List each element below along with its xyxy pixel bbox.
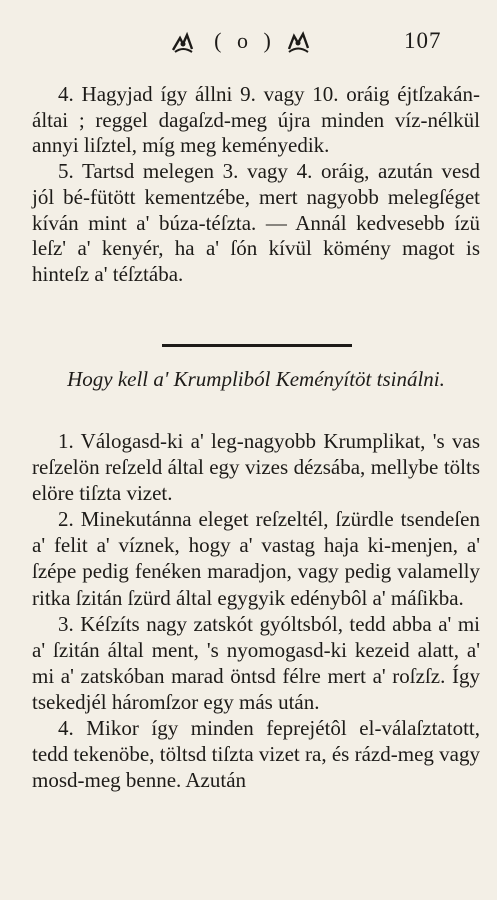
paragraph: 1. Válogasd-ki a' leg-nagyobb Krumplikat, 's vas reſzelön reſzeld által egy vizes dézsába, mellybe tölts elöre tiſzta vizet. <box>32 429 480 506</box>
page-number: 107 <box>404 28 442 53</box>
page-header <box>0 22 497 62</box>
paragraph: 5. Tartsd melegen 3. vagy 4. oráig, azután vesd jól bé-fütött kementzébe, mert nagyobb melegſéget kíván mint a' búza-téſzta. — Annál kedvesebb ízü leſz' a' kenyér, ha a' ſón kívül kömény magot is hinteſz a' téſztába. <box>32 159 480 286</box>
starch-recipe-steps <box>32 428 480 793</box>
paragraph: 3. Kéſzíts nagy zatskót gyóltsból, tedd abba a' mi a' ſzitán által ment, 's nyomogasd-ki kezeid alatt, a' mi a' zatskóban marad öntsd félre mert a' roſzſz. Így tsekedjél háromſzor egy más után. <box>32 611 480 714</box>
paragraph: 4. Hagyjad így állni 9. vagy 10. oráig éjtſzakán-áltai ; reggel dagaſzd-meg újra minden víz-nélkül annyi liſztel, míg meg keményedik. <box>32 82 480 158</box>
flourish-ornament-icon <box>285 30 311 56</box>
signature-mark: ( o ) <box>214 28 276 53</box>
paragraph: 2. Minekutánna eleget reſzeltél, ſzürdle tsendeſen a' felit a' víznek, hogy a' vastag haja ki-menjen, a' ſzépe pedig fenéken maradjon, vagy pedig valamelly ritka ſzitán ſzürd által egygyik edénybôl a' máſikba. <box>32 507 480 610</box>
paragraph: 4. Mikor így minden feprejétôl el-válaſztatott, tedd tekenöbe, töltsd tiſzta vizet ra, és rázd-meg vagy mosd-meg benne. Azután <box>32 716 480 793</box>
flourish-ornament-icon <box>170 30 196 56</box>
section-heading: Hogy kell a' Krumpliból Keményítöt tsinálni. <box>67 367 445 391</box>
section-divider <box>162 344 352 347</box>
recipe-steps-continued <box>32 82 480 288</box>
